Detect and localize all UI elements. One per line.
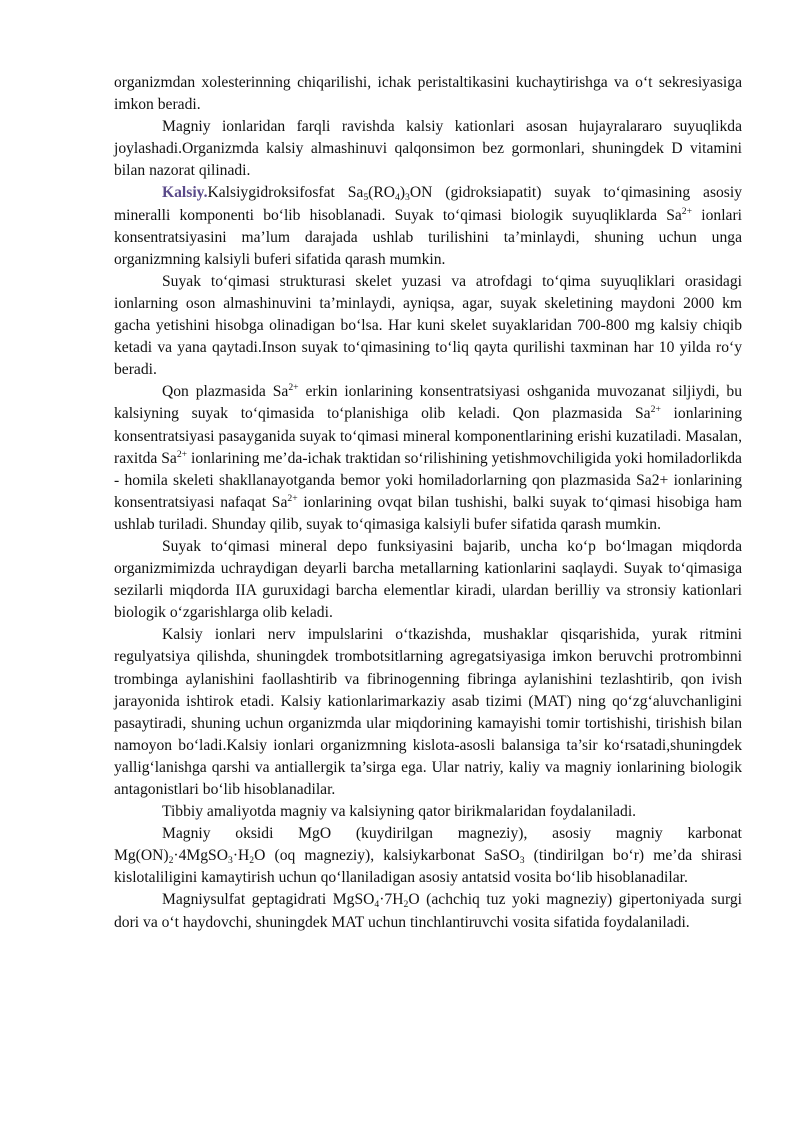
paragraph-p6 <box>114 624 742 801</box>
text-run: ·4MgSO <box>173 847 228 865</box>
formula-sup: 2+ <box>287 492 298 504</box>
text-run: O (achchiq tuz yoki magneziy) gipertoniyada surgi dori va o‘t haydovchi, shuningdek MAT uchun tinchlantiruvchi vosita sifatida foydalaniladi. <box>114 891 742 931</box>
formula-sub: 3 <box>519 855 525 867</box>
text-run: Magniysulfat geptagidrati MgSO <box>162 891 375 909</box>
paragraph-p0 <box>114 72 742 116</box>
text-run: ) <box>399 184 406 202</box>
section-heading: Kalsiy. <box>162 184 208 202</box>
text-run: ionlarining ovqat bilan tushishi, balki suyak to‘qimasi hisobiga ham ushlab turiladi. Shunday qilib, suyak to‘qimasiga kalsiyli bufer sifatida qarash mumkin. <box>114 493 743 533</box>
text-run: Magniy ionlaridan farqli ravishda kalsiy kationlari asosan hujayralararo suyuqlikda joylashadi.Organizmda kalsiy almashinuvi qalqonsimon bez gormonlari, shuningdek D vitamini bilan nazorat qilinadi. <box>114 118 742 180</box>
text-run: Tibbiy amaliyotda magniy va kalsiyning qator birikmalaridan foydalaniladi. <box>162 803 637 821</box>
paragraph-p5 <box>114 536 742 624</box>
paragraph-p3 <box>114 271 742 381</box>
formula-sub: 5 <box>363 192 369 204</box>
formula-sup: 2+ <box>176 448 188 460</box>
formula-sup: 2+ <box>650 404 661 416</box>
paragraph-p7 <box>114 801 742 823</box>
text-run: Kalsiy ionlari nerv impulslarini o‘tkazishda, mushaklar qisqarishida, yurak ritmini regulyatsiya qilishda, shuningdek trombotsitlarning agregatsiyasiga imkon beruvchi protrombinni trombinga aylanishini faollashtirib va fibrinogenning fibringa aylanishini tezlashtirib, qon ivish jarayonida ishtirok etadi. Kalsiy kationlarimarkaziy asab tizimi (MAT) ning qo‘zg‘aluvchanligini pasaytiradi, shuning uchun organizmda ular miqdorining kamayishi tomir tortishishi, tirishish bilan namoyon bo‘ladi.Kalsiy ionlari organizmning kislota-asosli balansiga ta’sir ko‘rsatadi,shuningdek yallig‘lanishga qarshi va antiallergik ta’sirga ega. Ular natriy, kaliy va magniy ionlarining biologik antagonistlari bo‘lib hisoblanadilar. <box>114 626 742 798</box>
text-run: ·7H <box>379 891 404 909</box>
text-run: Kalsiygidroksifosfat Sa <box>207 184 364 202</box>
formula-sub: 2 <box>403 899 409 911</box>
formula-sub: 3 <box>228 855 233 867</box>
formula-sub: 4 <box>395 192 400 204</box>
text-run: erkin ionlarining konsentratsiyasi oshganida muvozanat siljiydi, bu kalsiyning suyak to‘qimasida to‘planishiga olib keladi. Qon plazmasida Sa <box>114 383 742 423</box>
text-run: Suyak to‘qimasi mineral depo funksiyasini bajarib, uncha ko‘p bo‘lmagan miqdorda organizmimizda uchraydigan deyarli barcha metallarning kationlarini saqlaydi. Suyak to‘qimasiga sezilarli miqdorda IIA guruxidagi barcha elementlar kiradi, ulardan berilliy va stronsiy kationlari biologik o‘zgarishlarga olib keladi. <box>114 537 742 622</box>
formula-sub: 3 <box>405 192 410 204</box>
document-page <box>114 72 742 934</box>
text-run: (RO <box>368 184 395 202</box>
text-run: ON (gidroksiapatit) suyak to‘qimasining asosiy mineralli komponenti bo‘lib hisoblanadi. Suyak to‘qimasi biologik suyuqliklarda Sa <box>114 184 743 224</box>
text-run: O (oq magneziy), kalsiykarbonat SaSO <box>254 847 520 865</box>
formula-sup: 2+ <box>681 205 693 217</box>
formula-sub: 2 <box>168 855 174 867</box>
text-run: ionlarining konsentratsiyasi pasayganida suyak to‘qimasi mineral komponentlarining erishi kuzatiladi. Masalan, raxitda Sa <box>114 405 742 467</box>
text-run: ·H <box>232 847 250 865</box>
paragraph-p2 <box>114 182 742 270</box>
text-run: ionlarining me’da-ichak traktidan so‘rilishining yetishmovchiligida yoki homiladorlikda - homila skeleti shakllanayotganda bemor yoki homiladorlarning qon plazmasida Sa2+ ionlarining konsentratsiyasi nafaqat Sa <box>114 449 742 511</box>
text-run: ionlari konsentratsiyasini ma’lum darajada ushlab turilishini ta’minlaydi, shuning uchun unga organizmning kalsiyli buferi sifatida qarash mumkin. <box>114 206 742 268</box>
formula-sub: 4 <box>374 899 380 911</box>
paragraph-p4 <box>114 381 742 536</box>
paragraph-p8 <box>114 823 742 889</box>
formula-sub: 2 <box>249 855 255 867</box>
paragraph-p1 <box>114 116 742 182</box>
text-run: Magniy oksidi MgO (kuydirilgan magneziy), asosiy magniy karbonat Mg(ON) <box>114 825 742 865</box>
text-run: Suyak to‘qimasi strukturasi skelet yuzasi va atrofdagi to‘qima suyuqliklari orasidagi ionlarning oson almashinuvini ta’minlaydi, ayniqsa, agar, suyak skeletining maydoni 2000 km gacha yetishini hisobga olinadigan bo‘lsa. Har kuni skelet suyaklaridan 700-800 mg kalsiy chiqib ketadi va yana qaytadi.Inson suyak to‘qimasining to‘liq qayta qurilishi taxminan har 10 yilda ro‘y beradi. <box>114 272 742 379</box>
text-run: (tindirilgan bo‘r) me’da shirasi kislotaliligini kamaytirish uchun qo‘llaniladigan asosiy antatsid vosita bo‘lib hisoblanadilar. <box>114 847 742 887</box>
paragraph-p9 <box>114 889 742 933</box>
text-run: Qon plazmasida Sa <box>162 383 289 401</box>
text-run: organizmdan xolesterinning chiqarilishi, ichak peristaltikasini kuchaytirishga va o‘t sekresiyasiga imkon beradi. <box>114 74 742 114</box>
formula-sup: 2+ <box>288 382 299 394</box>
